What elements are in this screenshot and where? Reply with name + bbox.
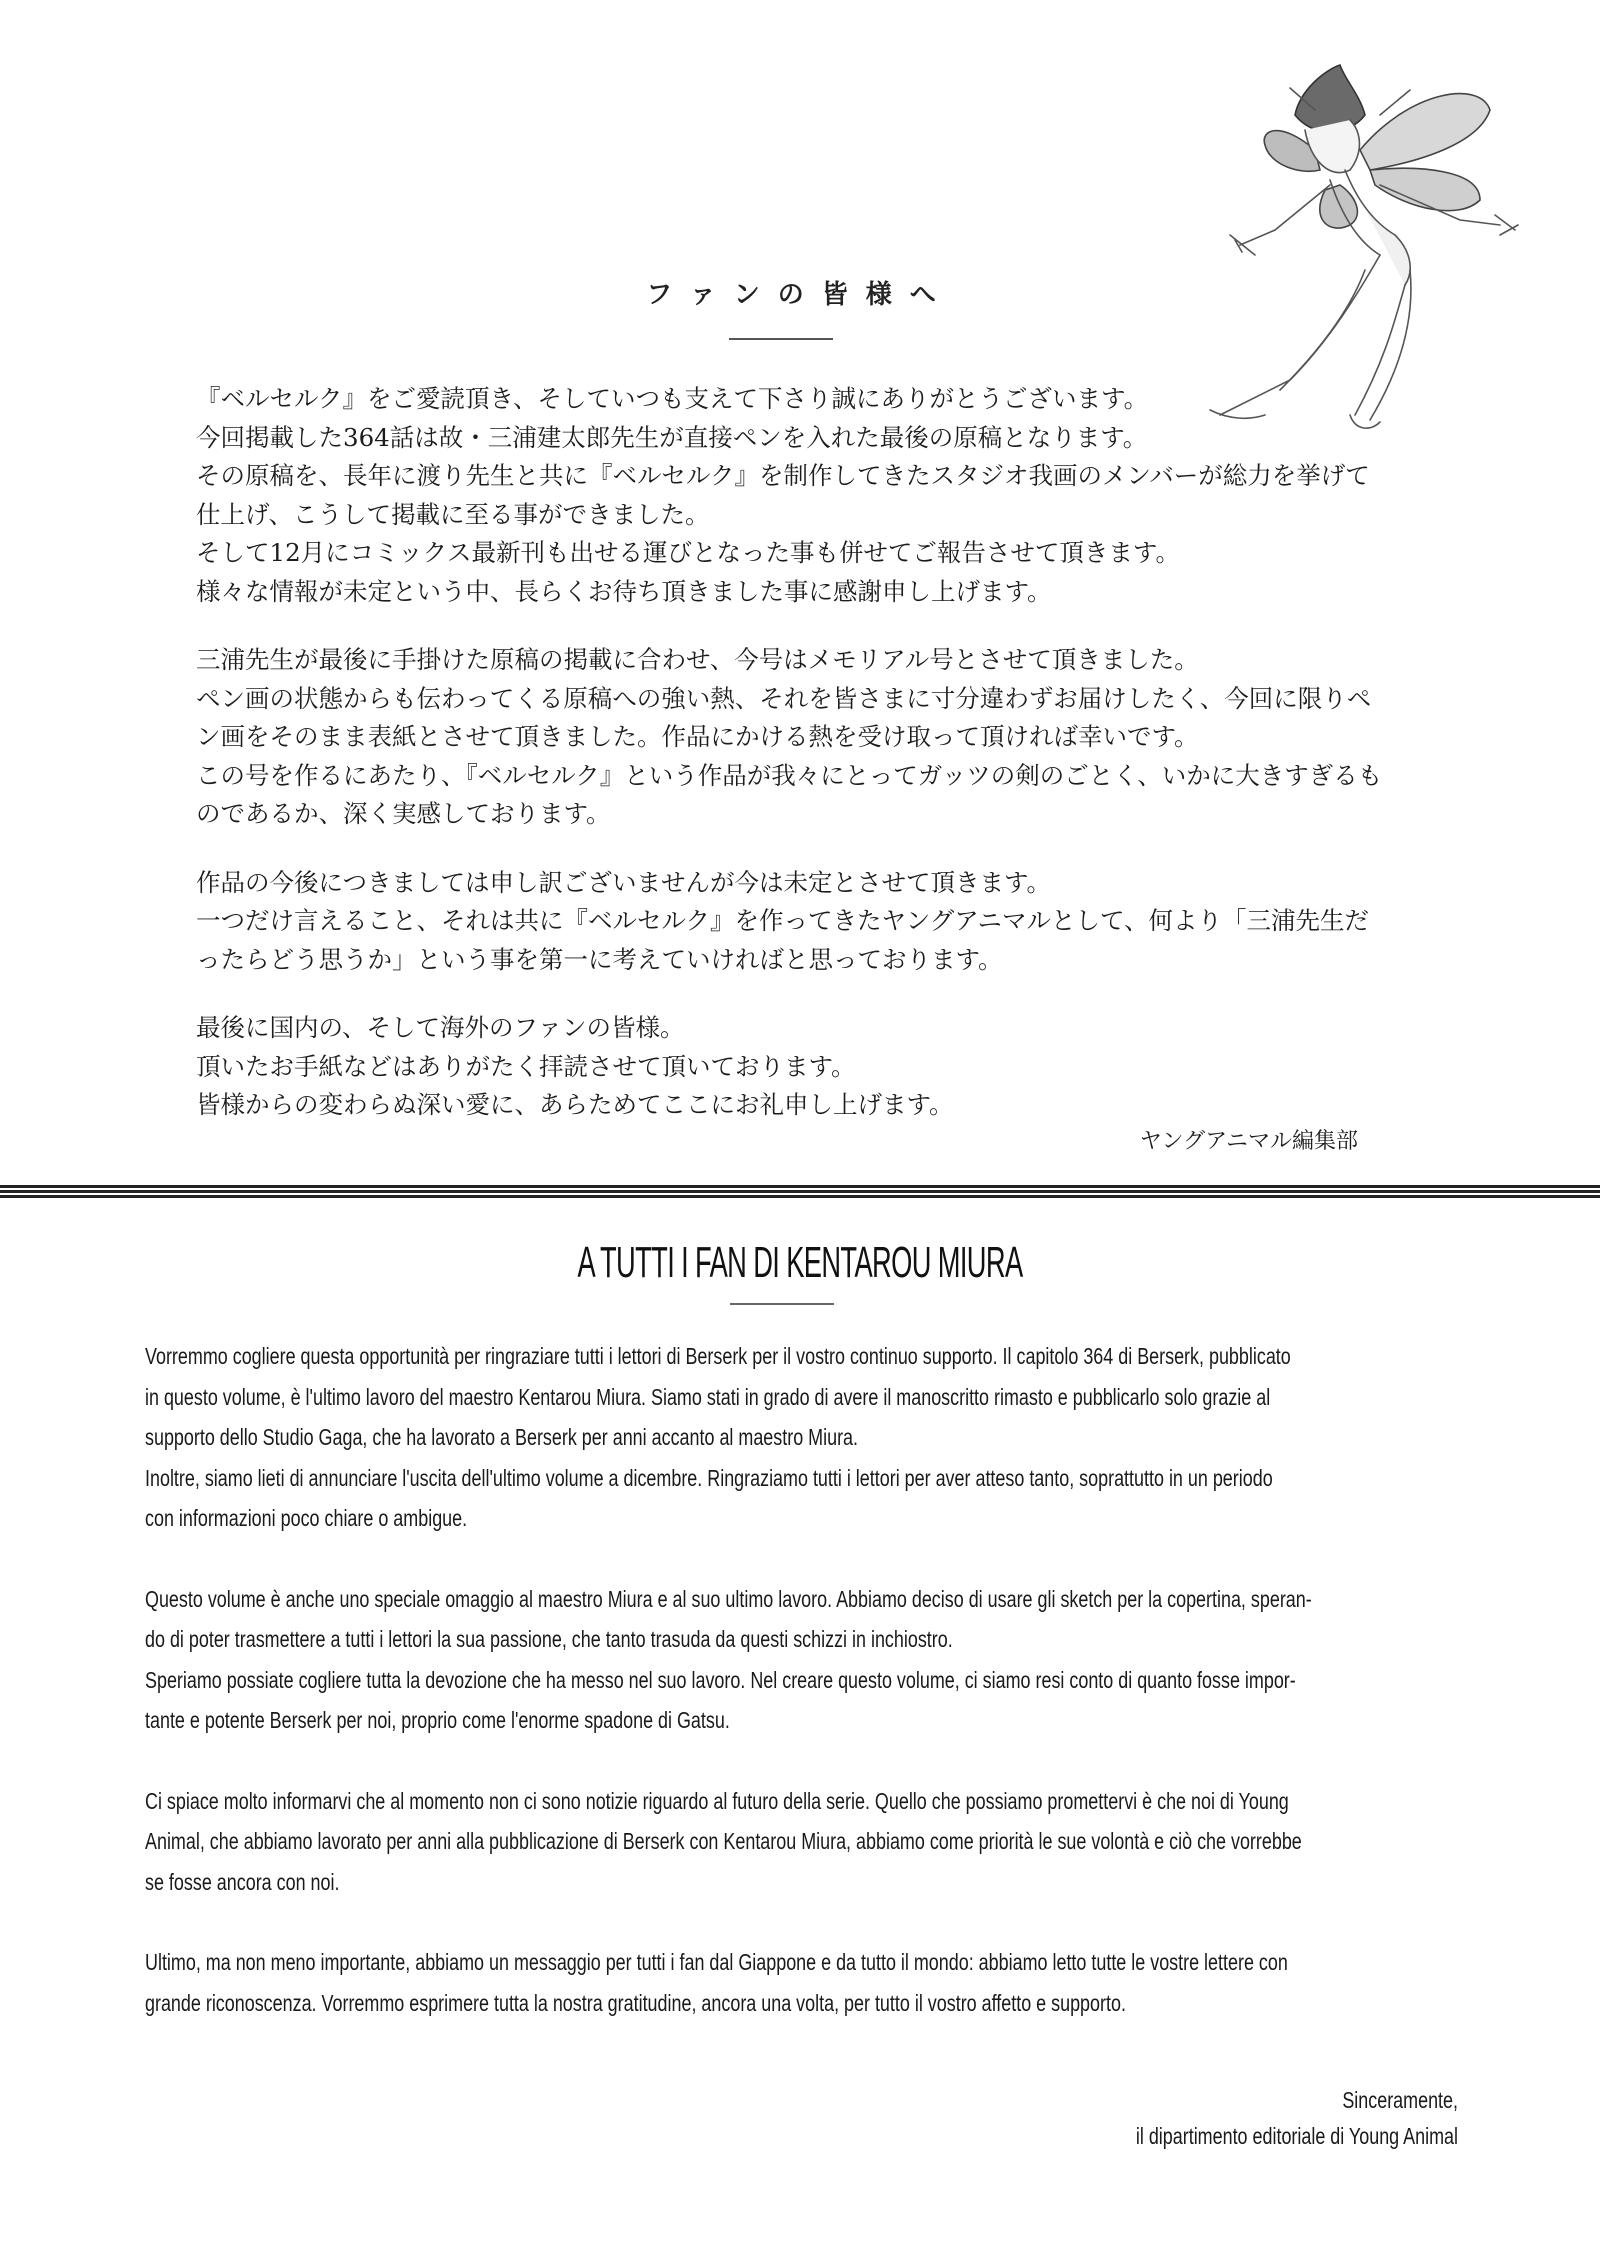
japanese-paragraph [196,864,1386,980]
italian-letter-body [145,1336,1475,2063]
text-line: supporto dello Studio Gaga, che ha lavorato a Berserk per anni accanto al maestro Miura. [145,1424,859,1450]
japanese-paragraph [196,1009,1386,1125]
text-line: Ci spiace molto informarvi che al momento non ci sono notizie riguardo al futuro della serie. Quello che possiamo promettervi è che noi di Young [145,1787,1289,1814]
text-line: Questo volume è anche uno speciale omaggio al maestro Miura e al suo ultimo lavoro. Abbiamo deciso di usare gli sketch per la copertina, speran- [145,1585,1312,1612]
title-underline [730,1303,834,1305]
closing-text: Sinceramente, [1342,2087,1458,2113]
section-divider [0,1185,1600,1199]
text-line: 様々な情報が未定という中、長らくお待ち頂きました事に感謝申し上げます。 [196,576,1052,606]
text-line: 最後に国内の、そして海外のファンの皆様。 [196,1013,685,1042]
japanese-paragraph [196,641,1386,834]
italian-signature-block [1045,2082,1458,2154]
text-line: tante e potente Berserk per noi, proprio come l'enorme spadone di Gatsu. [145,1707,730,1733]
text-line: do di poter trasmettere a tutti i lettori la sua passione, che tanto trasuda da questi schizzi in inchiostro. [145,1626,953,1652]
text-line: Vorremmo cogliere questa opportunità per ringraziare tutti i lettori di Berserk per il vostro continuo supporto. Il capitolo 364 di Berserk, pubblicato [145,1343,1291,1369]
text-line: 頂いたお手紙などはありがたく拝読させて頂いております。 [196,1051,856,1081]
text-line: 『ベルセルク』をご愛読頂き、そしていつも支えて下さり誠にありがとうございます。 [196,384,1149,413]
signature-text: il dipartimento editoriale di Young Animal [1135,2123,1458,2149]
text-line: そして12月にコミックス最新刊も出せる運びとなった事も併せてご報告させて頂きます。 [196,538,1180,567]
text-line: Animal, che abbiamo lavorato per anni alla pubblicazione di Berserk con Kentarou Miura, abbiamo come priorità le sue volontà e ciò che vorrebbe [145,1828,1302,1854]
italian-paragraph [145,1942,1475,2023]
text-line: 作品の今後につきましては申し訳ございませんが今は未定とさせて頂きます。 [196,867,1052,897]
italian-letter-title: A TUTTI I FAN DI KENTAROU MIURA [577,1238,1023,1287]
text-line: 今回掲載した364話は故・三浦建太郎先生が直接ペンを入れた最後の原稿となります。 [196,422,1148,452]
text-line: ったらどう思うか」という事を第一に考えていければと思っております。 [196,944,1003,974]
japanese-paragraph [196,380,1386,611]
text-line: Inoltre, siamo lieti di annunciare l'uscita dell'ultimo volume a dicembre. Ringraziamo tutti i lettori per aver atteso tanto, soprattutto in un periodo [145,1464,1273,1491]
japanese-letter-body [196,380,1386,1155]
text-line: その原稿を、長年に渡り先生と共に『ベルセルク』を制作してきたスタジオ我画のメンバーが総力を挙げて [196,461,1370,490]
japanese-signature: ヤングアニマル編集部 [1139,1129,1358,1154]
italian-paragraph [145,1579,1475,1741]
text-line: 皆様からの変わらぬ深い愛に、あらためてここにお礼申し上げます。 [196,1090,954,1119]
text-line: この号を作るにあたり、『ベルセルク』という作品が我々にとってガッツの剣のごとく、いかに大きすぎるも [196,760,1383,790]
text-line: grande riconoscenza. Vorremmo esprimere tutta la nostra gratitudine, ancora una volta, per tutto il vostro affetto e supporto. [145,1989,1126,2016]
text-line: 三浦先生が最後に手掛けた原稿の掲載に合わせ、今号はメモリアル号とさせて頂きました。 [196,645,1199,674]
italian-paragraph [145,1781,1475,1903]
text-line: 一つだけ言えること、それは共に『ベルセルク』を作ってきたヤングアニマルとして、何より「三浦先生だ [196,906,1370,935]
text-line: ン画をそのまま表紙とさせて頂きました。作品にかける熱を受け取って頂ければ幸いです。 [196,722,1199,751]
text-line: ペン画の状態からも伝わってくる原稿への強い熱、それを皆さまに寸分違わずお届けしたく、今回に限りペ [196,683,1372,713]
text-line: con informazioni poco chiare o ambigue. [145,1505,468,1531]
text-line: Ultimo, ma non meno importante, abbiamo un messaggio per tutti i fan dal Giappone e da tutto il mondo: abbiamo letto tutte le vostre lettere con [145,1949,1288,1975]
text-line: se fosse ancora con noi. [145,1868,340,1895]
title-underline [729,338,833,340]
text-line: のであるか、深く実感しております。 [196,799,611,828]
italian-paragraph [145,1336,1475,1539]
text-line: Speriamo possiate cogliere tutta la devozione che ha messo nel suo lavoro. Nel creare questo volume, ci siamo resi conto di quanto fosse impor- [145,1666,1296,1693]
text-line: in questo volume, è l'ultimo lavoro del maestro Kentarou Miura. Siamo stati in grado di avere il manoscritto rimasto e pubblicarlo solo grazie al [145,1383,1271,1410]
text-line: 仕上げ、こうして掲載に至る事ができました。 [196,499,710,529]
japanese-letter-title: ファンの皆様へ [646,280,954,310]
